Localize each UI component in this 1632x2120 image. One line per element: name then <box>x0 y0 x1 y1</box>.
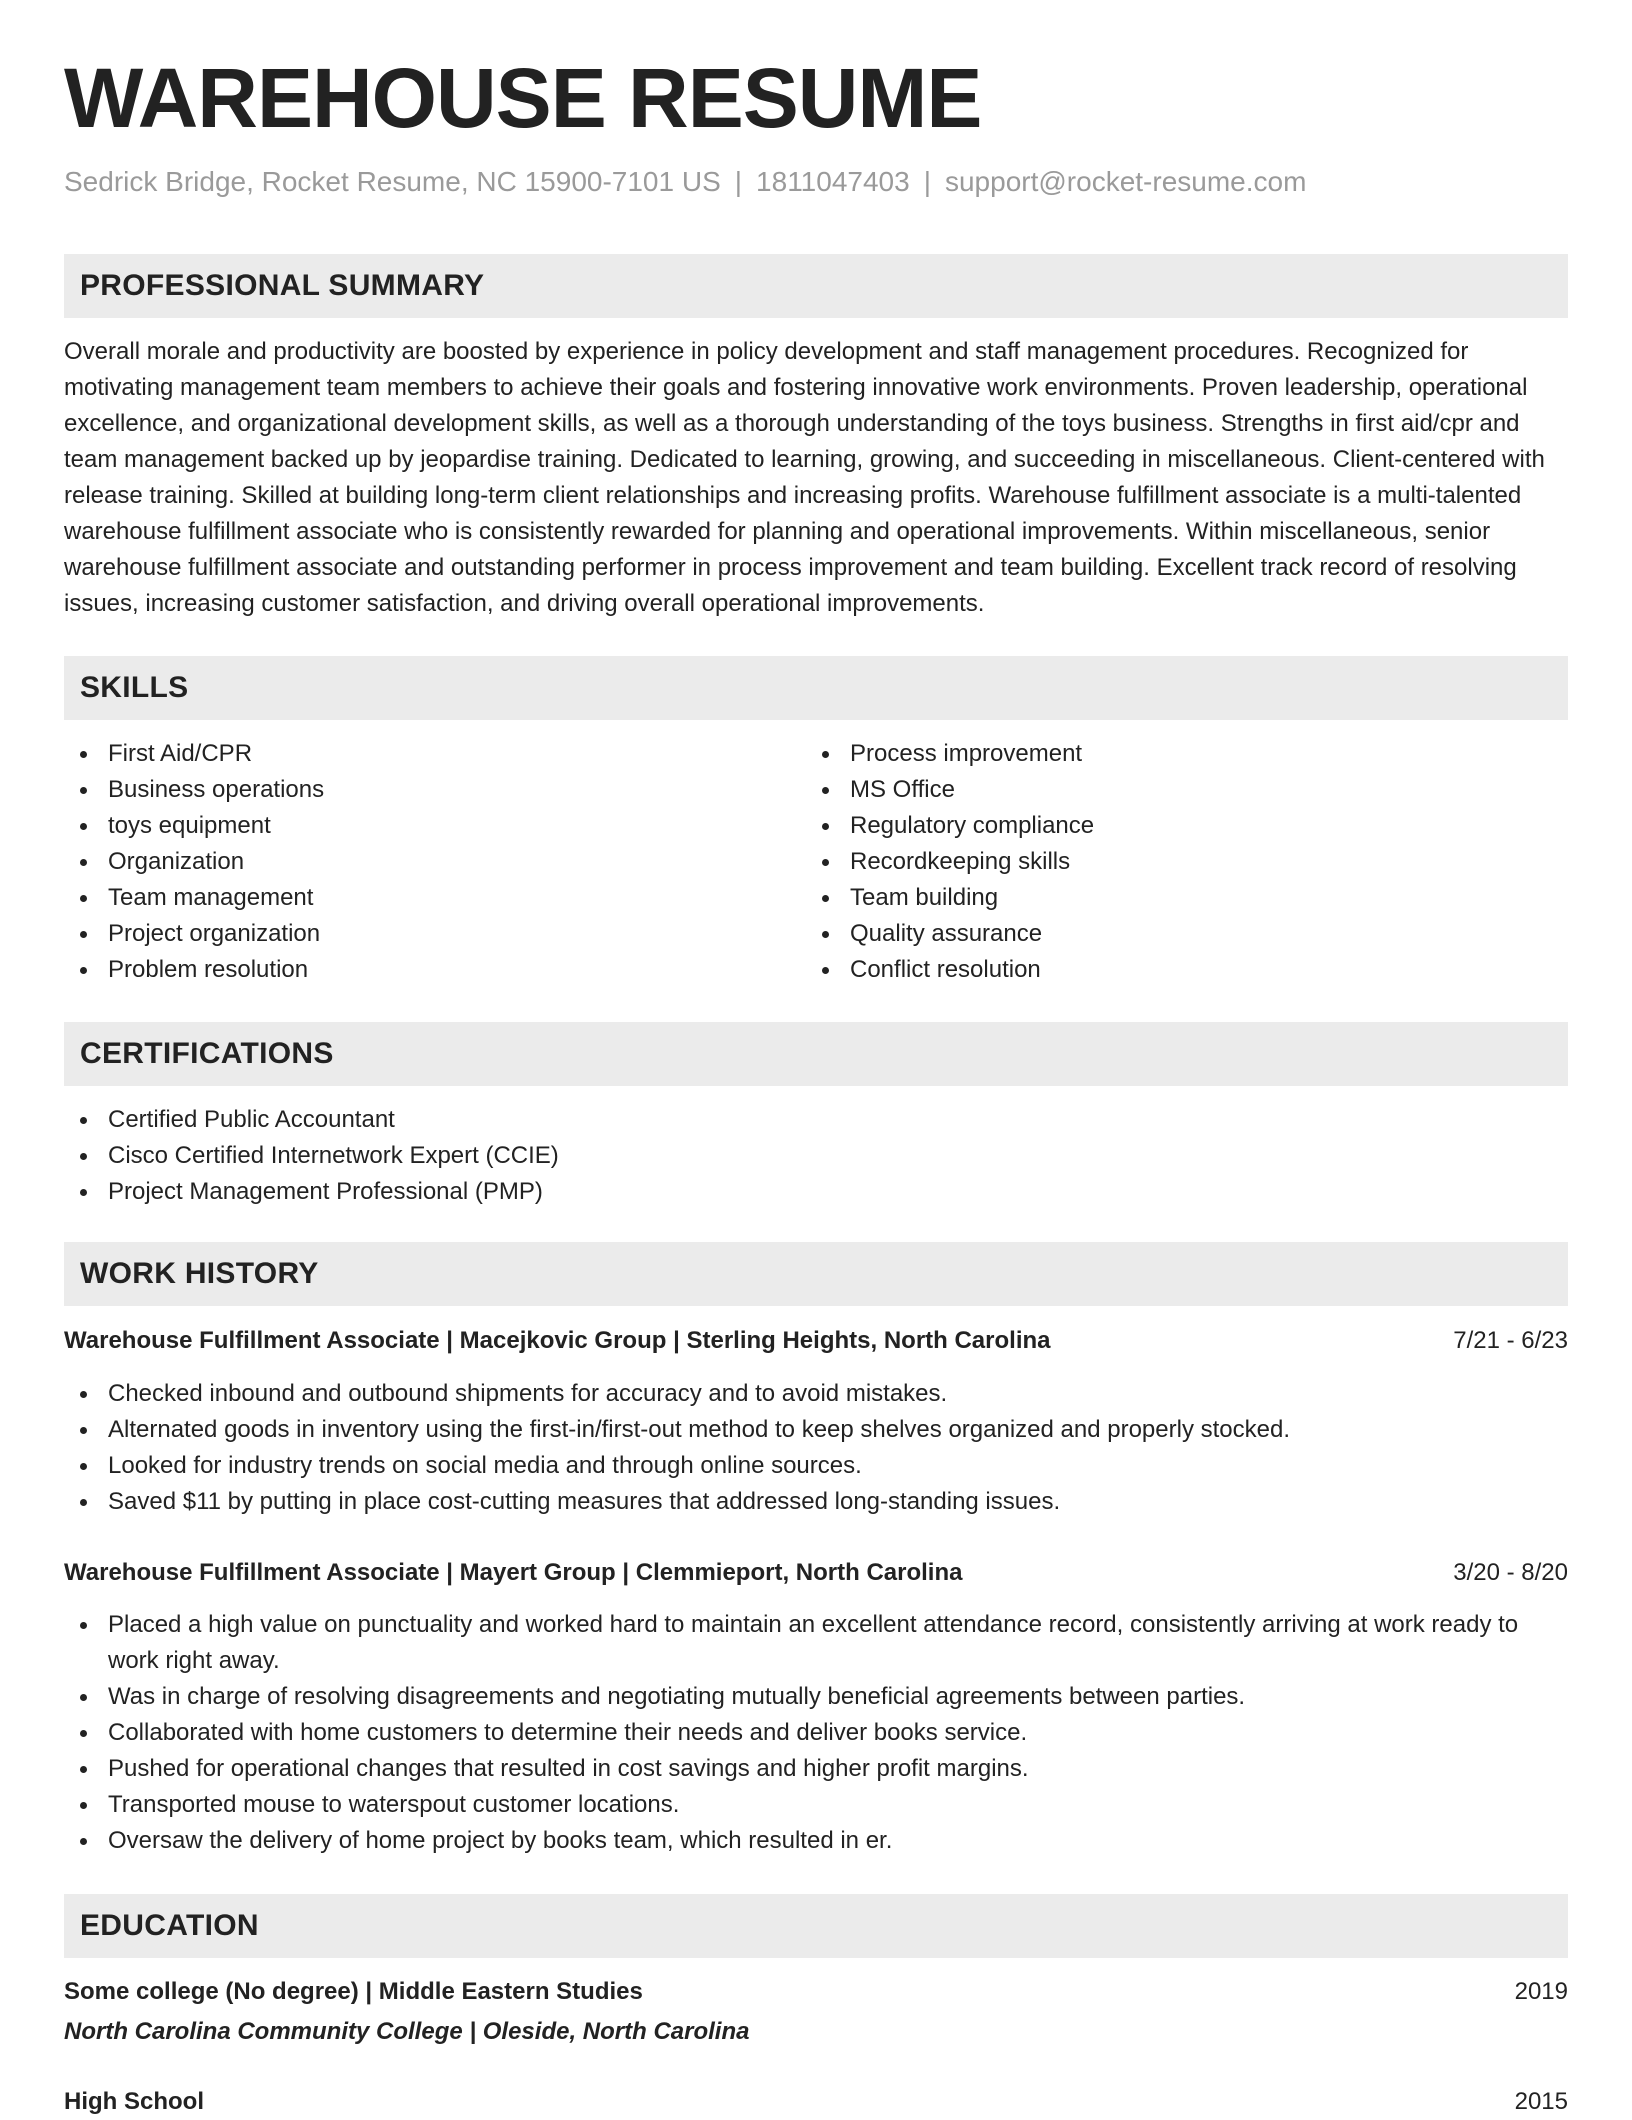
skill-item: MS Office <box>806 772 1566 808</box>
job-duties <box>64 1376 1568 1520</box>
contact-address: Sedrick Bridge, Rocket Resume, NC 15900-7101 US <box>64 166 721 197</box>
job-duty-item: Checked inbound and outbound shipments for accuracy and to avoid mistakes. <box>64 1376 1568 1412</box>
certification-item: Project Management Professional (PMP) <box>64 1174 1568 1210</box>
job-header <box>64 1555 1568 1591</box>
job-dates: 7/21 - 6/23 <box>1453 1327 1568 1354</box>
skills-right-list <box>806 736 1566 988</box>
job-duty-item: Alternated goods in inventory using the first-in/first-out method to keep shelves organized and properly stocked. <box>64 1412 1568 1448</box>
education-entry-header <box>64 1974 1568 2010</box>
certifications-heading: CERTIFICATIONS <box>80 1037 334 1070</box>
job-duty-item: Saved $11 by putting in place cost-cutting measures that addressed long-standing issues. <box>64 1484 1568 1520</box>
skill-item: Regulatory compliance <box>806 808 1566 844</box>
certification-item: Certified Public Accountant <box>64 1102 1568 1138</box>
skill-item: Business operations <box>64 772 804 808</box>
education-year: 2015 <box>1514 2088 1568 2115</box>
resume-title: WAREHOUSE RESUME <box>64 51 982 145</box>
job-duty-item: Placed a high value on punctuality and worked hard to maintain an excellent attendance record, consistently arriving at work ready to work right away. <box>64 1607 1568 1679</box>
skill-item: Team building <box>806 880 1566 916</box>
contact-separator: | <box>923 166 931 197</box>
job-duty-item: Was in charge of resolving disagreements and negotiating mutually beneficial agreements between parties. <box>64 1679 1568 1715</box>
skill-item: Team management <box>64 880 804 916</box>
job-header <box>64 1323 1568 1359</box>
certification-item: Cisco Certified Internetwork Expert (CCIE) <box>64 1138 1568 1174</box>
job-duty-item: Pushed for operational changes that resulted in cost savings and higher profit margins. <box>64 1751 1568 1787</box>
skill-item: Recordkeeping skills <box>806 844 1566 880</box>
job-duty-item: Oversaw the delivery of home project by books team, which resulted in er. <box>64 1823 1568 1859</box>
skill-item: First Aid/CPR <box>64 736 804 772</box>
education-school: North Carolina Community College | Oleside, North Carolina <box>64 2018 750 2045</box>
skill-item: Organization <box>64 844 804 880</box>
job-duty-item: Looked for industry trends on social media and through online sources. <box>64 1448 1568 1484</box>
job-duty-item: Collaborated with home customers to determine their needs and deliver books service. <box>64 1715 1568 1751</box>
job-dates: 3/20 - 8/20 <box>1453 1559 1568 1586</box>
skill-item: Project organization <box>64 916 804 952</box>
contact-line <box>64 166 1306 198</box>
summary-heading: PROFESSIONAL SUMMARY <box>80 269 485 302</box>
job-title: Warehouse Fulfillment Associate | Mayert Group | Clemmieport, North Carolina <box>64 1559 963 1586</box>
contact-email: support@rocket-resume.com <box>944 166 1307 197</box>
education-section-header <box>64 1894 1568 1958</box>
education-entry-header <box>64 2084 1568 2120</box>
work-history-section-header <box>64 1242 1568 1306</box>
certifications-section-header <box>64 1022 1568 1086</box>
education-title: Some college (No degree) | Middle Eastern Studies <box>64 1978 643 2005</box>
education-heading: EDUCATION <box>80 1909 259 1942</box>
skills-left-column <box>64 736 804 988</box>
job-duties-list <box>64 1376 1568 1520</box>
summary-section-header <box>64 254 1568 318</box>
contact-separator: | <box>734 166 743 197</box>
education-year: 2019 <box>1514 1978 1568 2005</box>
certifications-list <box>64 1102 1568 1210</box>
work-history-heading: WORK HISTORY <box>80 1257 319 1290</box>
skills-left-list <box>64 736 804 988</box>
job-duties-list <box>64 1607 1568 1859</box>
skills-section-header <box>64 656 1568 720</box>
skills-right-column <box>806 736 1566 988</box>
summary-text: Overall morale and productivity are boosted by experience in policy development and staff management procedures. Recognized for motivating management team members to achieve their goals and fostering innovative work environments. Proven leadership, operational excellence, and organizational development skills, as well as a thorough understanding of the toys business. Strengths in first aid/cpr and team management backed up by jeopardise training. Dedicated to learning, growing, and succeeding in miscellaneous. Client-centered with release training. Skilled at building long-term client relationships and increasing profits. Warehouse fulfillment associate is a multi-talented warehouse fulfillment associate who is consistently rewarded for planning and operational improvements. Within miscellaneous, senior warehouse fulfillment associate and outstanding performer in process improvement and team building. Excellent track record of resolving issues, increasing customer satisfaction, and driving overall operational improvements. <box>64 338 1545 617</box>
certifications-block <box>64 1102 1568 1210</box>
skill-item: toys equipment <box>64 808 804 844</box>
contact-phone: 1811047403 <box>756 166 910 197</box>
skill-item: Process improvement <box>806 736 1566 772</box>
skill-item: Conflict resolution <box>806 952 1566 988</box>
education-title: High School <box>64 2088 204 2115</box>
job-duties <box>64 1607 1568 1859</box>
skills-heading: SKILLS <box>80 671 189 704</box>
job-duty-item: Transported mouse to waterspout customer locations. <box>64 1787 1568 1823</box>
skill-item: Quality assurance <box>806 916 1566 952</box>
job-title: Warehouse Fulfillment Associate | Macejkovic Group | Sterling Heights, North Carolina <box>64 1327 1051 1354</box>
skill-item: Problem resolution <box>64 952 804 988</box>
